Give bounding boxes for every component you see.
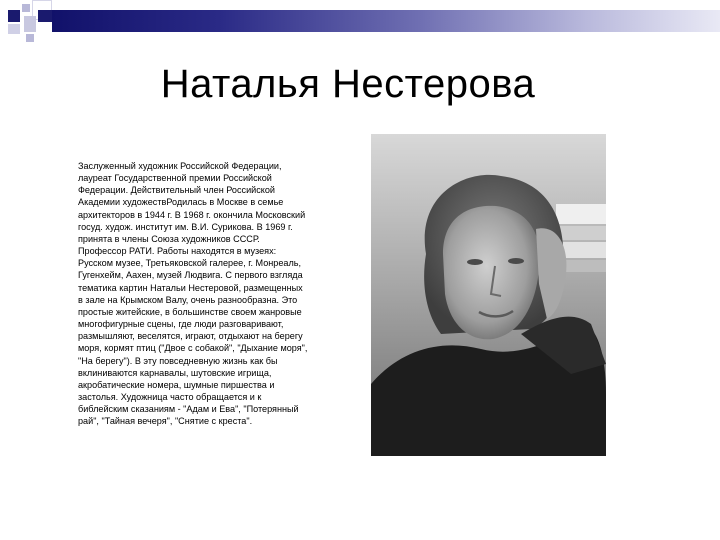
decor-square [8,10,20,22]
decor-square [8,24,20,34]
text-line: акробатические номера, шумные пиршества и [78,379,275,390]
portrait-photo [371,134,606,456]
slide-title: Наталья Нестерова [160,62,536,106]
text-line: застолья. Художница часто обращается и к [78,391,262,402]
text-line: моря, кормят птиц ("Двое с собакой", "Дыхание моря", [78,343,308,354]
decor-square [24,16,36,32]
text-line: принята в члены Союза художников СССР. [78,233,260,244]
text-line: рай", "Тайная вечеря", "Снятие с креста". [78,416,253,427]
text-line: многофигурные сцены, где люди разговаривают, [78,319,284,330]
text-line: размышляют, веселятся, играют, отдыхают на берегу [78,331,303,342]
text-line: Академии художествРодилась в Москве в семье [78,197,284,208]
text-line: Русском музее, Третьяковской галерее, г. Монреаль, [78,258,302,269]
text-line: госуд. худож. институт им. В.И. Сурикова. В 1969 г. [78,221,293,232]
text-line: вклиниваются карнавалы, шутовские игрища, [78,367,272,378]
text-line: в зале на Крымском Валу, очень разнообразна. Это [78,294,298,305]
portrait-image [371,134,606,456]
text-line: библейским сказаниям - "Адам и Ева", "Потерянный [78,404,299,415]
decor-square [26,34,34,42]
text-line: Профессор РАТИ. Работы находятся в музеях: [78,246,277,257]
text-line: тематика картин Натальи Нестеровой, размещенных [78,282,303,293]
text-line: Заслуженный художник Российской Федерации, [78,161,282,171]
decor-square [38,10,52,22]
text-line: "На берегу"). В эту повседневную жизнь как бы [78,355,278,366]
text-line: Федерации. Действительный член Российской [78,185,276,196]
biography-text [78,160,340,427]
text-line: Гугенхейм, Аахен, музей Людвига. С первого взгляда [78,270,303,281]
header-gradient-band [52,10,720,32]
text-line: архитекторов в 1944 г. В 1968 г. окончила Московский [78,209,306,220]
decor-square [22,4,30,12]
text-line: лауреат Государственной премии Российской [78,173,272,184]
text-line: простые житейские, в большинстве своем жанровые [78,306,302,317]
